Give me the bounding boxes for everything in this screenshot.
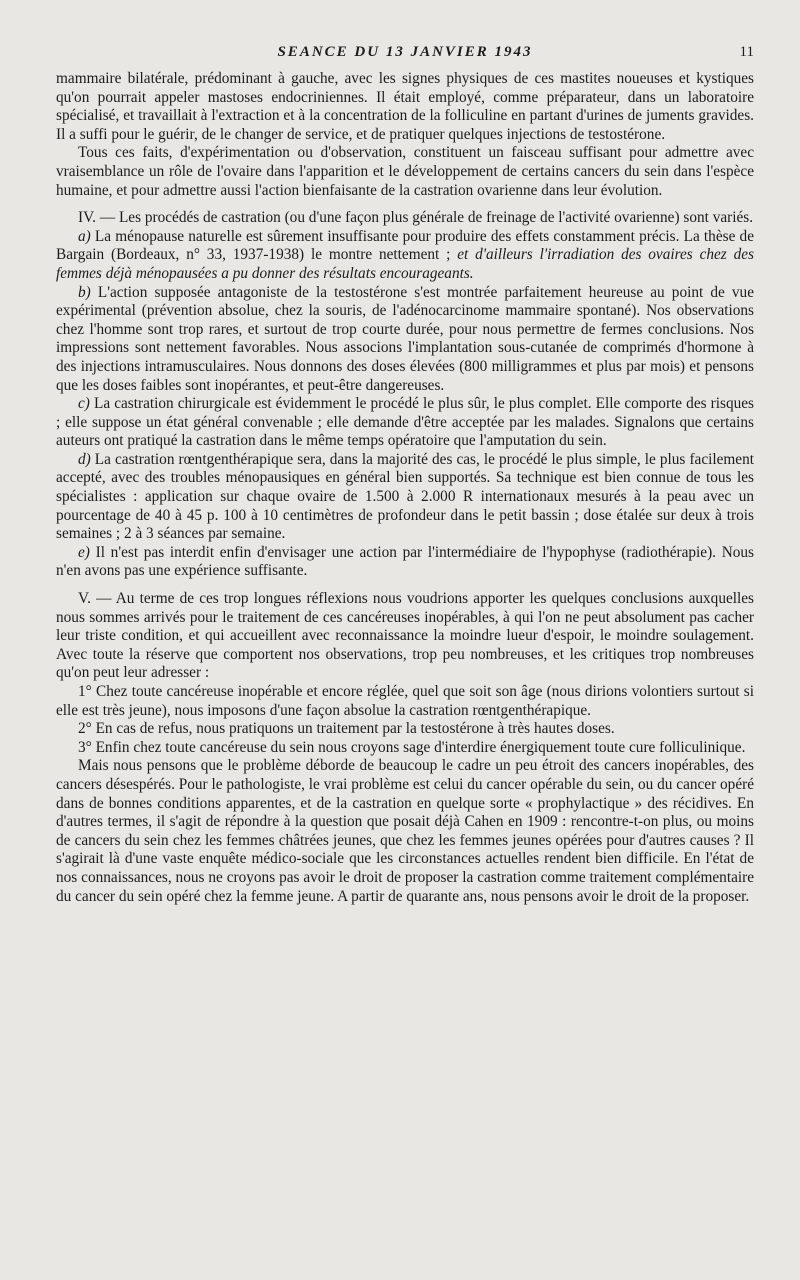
text-run: mammaire bilatérale, prédominant à gauche, avec les signes physiques de ces mastites noueuses et kystiques qu'on pourrait appeler mastoses endocriniennes. Il était employé, comme préparateur, dans un laboratoire spécialisé, et travaillait à l'extraction et à la concentration de la folliculine en partant d'urines de juments gravides. Il a suffi pour le guérir, de le changer de service, et de pratiquer quelques injections de testostérone. [56,70,754,143]
text-run: 1° Chez toute cancéreuse inopérable et encore réglée, quel que soit son âge (nous dirions volontiers surtout si elle est très jeune), nous imposons d'une façon absolue la castration rœntgenthérapique. [56,683,754,719]
paragraph-p13 [56,757,754,906]
text-run: IV. — Les procédés de castration (ou d'une façon plus générale de freinage de l'activité ovarienne) sont variés. [78,209,754,227]
text-run: et d'ailleurs l'irradiation des ovaires chez des femmes déjà ménopausées a pu donner des résultats encourageants. [56,246,754,282]
paragraph-p11 [56,720,754,739]
paragraph-p3 [56,209,754,228]
text-run: L'action supposée antagoniste de la testostérone s'est montrée parfaitement heureuse au point de vue expérimental (prévention absolue, chez la souris, de l'adénocarcinome mammaire spontané). Nos observations chez l'homme sont trop rares, et surtout de trop courte durée, pour nous permettre de fermes conclusions. Nos impressions sont nettement favorables. Nous associons l'implantation sous-cutanée de comprimés d'hormone à des injections intramusculaires. Nous donnons des doses élevées (800 milligrammes et plus par mois) et pensons que les doses faibles sont inopérantes, et peut-être dangereuses. [56,283,754,394]
article-body [56,70,754,906]
paragraph-p7 [56,451,754,544]
page-number: 11 [739,44,754,60]
paragraph-p5 [56,284,754,396]
text-run: 2° En cas de refus, nous pratiquons un traitement par la testostérone à très hautes doses. [78,720,615,738]
text-run: Mais nous pensons que le problème déborde de beaucoup le cadre un peu étroit des cancers inopérables, des cancers désespérés. Pour le pathologiste, le vrai problème est celui du cancer opérable du sein, ou du cancer opéré dans de bonnes conditions apparentes, et de la castration en quelque sorte « prophylactique » des récidives. En d'autres termes, il s'agit de répondre à la question que posait déjà Cahen en 1909 : rencontre-t-on plus, ou moins de cancers du sein chez les femmes châtrées jeunes, que chez les femmes jeunes opérées pour d'autres causes ? Il s'agirait là d'une vaste enquête médico-sociale que les circonstances actuelles rendent bien difficile. En l'état de nos connaissances, nous ne croyons pas avoir le droit de proposer la castration comme traitement complémentaire du cancer du sein opéré chez la femme jeune. A partir de quarante ans, nous pensons avoir le droit de la proposer. [56,757,754,905]
paragraph-p4 [56,228,754,284]
text-run: Tous ces faits, d'expérimentation ou d'observation, constituent un faisceau suffisant pour admettre avec vraisemblance un rôle de l'ovaire dans l'apparition et le développement de certains cancers du sein dans l'espèce humaine, et pour admettre aussi l'action bienfaisante de la castration ovarienne dans leur évolution. [56,144,754,199]
text-run: La ménopause naturelle est sûrement insuffisante pour produire des effets constamment précis. La thèse de Bargain (Bordeaux, n° 33, 1937-1938) le montre nettement ; [56,227,754,264]
paragraph-p10 [56,683,754,720]
text-run: Il n'est pas interdit enfin d'envisager une action par l'intermédiaire de l'hypophyse (radiothérapie). Nous n'en avons pas une expérience suffisante. [56,543,754,580]
text-run: a) [78,227,91,245]
running-header [56,44,754,70]
paragraph-p9 [56,590,754,683]
text-run: b) [78,283,91,301]
paragraph-p1 [56,70,754,144]
running-header-title: SEANCE DU 13 JANVIER 1943 [277,44,533,60]
paragraph-p12 [56,739,754,758]
text-run: e) [78,543,90,561]
paragraph-p8 [56,544,754,581]
text-run: La castration rœntgenthérapique sera, dans la majorité des cas, le procédé le plus simple, le plus facilement accepté, avec des troubles ménopausiques en général bien supportés. Sa technique est bien connue de tous les spécialistes : application sur chaque ovaire de 1.500 à 2.000 R internationaux mesurés à la peau avec un pourcentage de 40 à 45 p. 100 à 10 centimètres de profondeur dans le petit bassin ; dose étalée sur deux à trois semaines ; 2 à 3 séances par semaine. [56,450,754,543]
text-run: c) [78,395,90,413]
text-run: La castration chirurgicale est évidemment le procédé le plus sûr, le plus complet. Elle comporte des risques ; elle suppose un état général convenable ; elle demande d'être acceptée par les malades. Signalons que certains auteurs ont pratiqué la castration dans le même temps opératoire que l'amputation du sein. [56,395,754,450]
text-run: 3° Enfin chez toute cancéreuse du sein nous croyons sage d'interdire énergiquement toute cure folliculinique. [78,738,746,756]
text-run: d) [78,450,91,468]
text-run: V. — Au terme de ces trop longues réflexions nous voudrions apporter les quelques conclusions auxquelles nous sommes arrivés pour le traitement de ces cancéreuses inopérables, à qui l'on ne peut absolument pas cacher leur triste condition, et qui accueillent avec reconnaissance la moindre lueur d'espoir, le moindre soulagement. Avec toute la réserve que comportent nos observations, trop peu nombreuses, et les critiques trop nombreuses qu'on peut leur adresser : [56,590,754,682]
paragraph-p2 [56,144,754,200]
paragraph-p6 [56,395,754,451]
